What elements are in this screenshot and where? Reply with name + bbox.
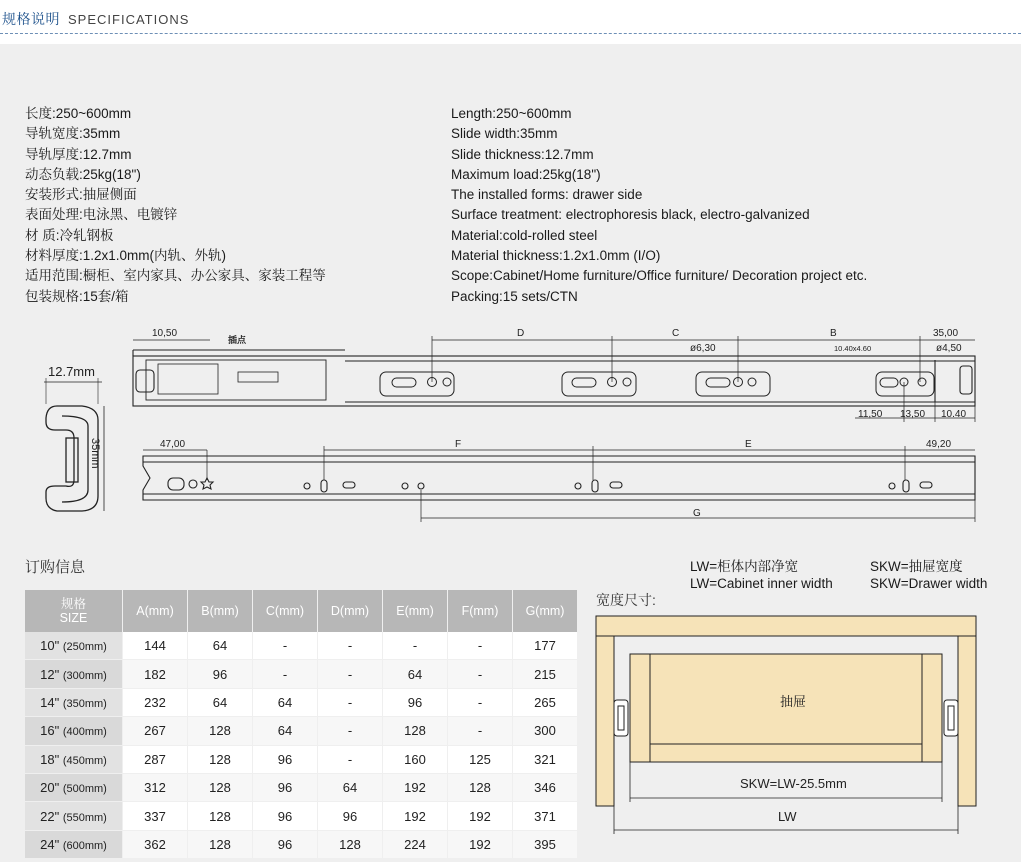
spec-line: Slide thickness:12.7mm bbox=[451, 146, 594, 162]
value-cell: 125 bbox=[448, 745, 513, 773]
size-header-cn: 规格 bbox=[60, 597, 86, 611]
thickness-label: 12.7mm bbox=[48, 364, 95, 379]
size-inch: 22" bbox=[40, 808, 60, 824]
value-cell: 128 bbox=[188, 773, 253, 801]
value-cell: 96 bbox=[318, 802, 383, 830]
spec-line: 包装规格:15套/箱 bbox=[25, 288, 129, 304]
spec-line: Material thickness:1.2x1.0mm (I/O) bbox=[451, 248, 661, 264]
table-row bbox=[25, 802, 578, 830]
value-cell: - bbox=[448, 717, 513, 745]
value-cell: 128 bbox=[188, 745, 253, 773]
order-table bbox=[25, 590, 578, 859]
value-cell: 346 bbox=[513, 773, 578, 801]
value-cell: - bbox=[318, 745, 383, 773]
spec-line: 材 质:冷轧钢板 bbox=[25, 227, 114, 243]
dim-13-50: 13,50 bbox=[900, 409, 926, 420]
size-mm: (450mm) bbox=[62, 754, 107, 767]
specs-en-list bbox=[451, 104, 867, 307]
dim-f: F bbox=[455, 439, 462, 450]
size-inch: 20" bbox=[40, 780, 60, 796]
spec-line: 长度:250~600mm bbox=[25, 106, 132, 121]
value-cell: 395 bbox=[513, 830, 578, 858]
table-row bbox=[25, 773, 578, 801]
slot-holes-top bbox=[380, 372, 934, 396]
value-cell: 144 bbox=[123, 632, 188, 660]
dim-11-50: 11,50 bbox=[858, 409, 883, 420]
spec-line: 导轨宽度:35mm bbox=[25, 126, 121, 142]
drawer-label: 抽屉 bbox=[780, 694, 807, 709]
size-cell bbox=[25, 632, 123, 660]
value-cell: 128 bbox=[383, 717, 448, 745]
order-info-title: 订购信息 bbox=[25, 559, 86, 576]
col-header-size bbox=[25, 590, 123, 632]
page-header bbox=[0, 0, 1021, 44]
value-cell: 312 bbox=[123, 773, 188, 801]
spec-line: 导轨厚度:12.7mm bbox=[25, 146, 132, 162]
value-cell: 128 bbox=[188, 830, 253, 858]
header-divider bbox=[0, 33, 1021, 34]
value-cell: 192 bbox=[383, 773, 448, 801]
col-header-g: G(mm) bbox=[513, 590, 578, 632]
spec-line: Material:cold-rolled steel bbox=[451, 227, 598, 243]
title-cn: 规格说明 bbox=[2, 11, 60, 27]
dim-hole-6-30: ø6,30 bbox=[690, 343, 716, 354]
value-cell: - bbox=[318, 688, 383, 716]
value-cell: 96 bbox=[188, 660, 253, 688]
table-header-row bbox=[25, 590, 578, 632]
value-cell: - bbox=[448, 688, 513, 716]
value-cell: 96 bbox=[253, 745, 318, 773]
width-dimension-title: 宽度尺寸: bbox=[596, 592, 656, 608]
spec-line: The installed forms: drawer side bbox=[451, 187, 643, 203]
dim-b: B bbox=[830, 328, 837, 339]
value-cell: 265 bbox=[513, 688, 578, 716]
table-row bbox=[25, 632, 578, 660]
size-mm: (550mm) bbox=[62, 811, 107, 824]
size-cell bbox=[25, 802, 123, 830]
size-cell bbox=[25, 717, 123, 745]
size-inch: 18" bbox=[40, 751, 60, 767]
col-header-c: C(mm) bbox=[253, 590, 318, 632]
spec-line: 动态负载:25kg(18") bbox=[25, 166, 141, 182]
size-cell bbox=[25, 660, 123, 688]
spec-line: Maximum load:25kg(18") bbox=[451, 166, 601, 182]
value-cell: 337 bbox=[123, 802, 188, 830]
legend-lw-en: LW=Cabinet inner width bbox=[690, 576, 833, 591]
value-cell: 300 bbox=[513, 717, 578, 745]
dim-hole-4-50: ø4,50 bbox=[936, 343, 962, 354]
dim-slot-size: 10.40x4.60 bbox=[834, 344, 872, 353]
table-row bbox=[25, 688, 578, 716]
size-mm: (400mm) bbox=[62, 726, 107, 739]
value-cell: 96 bbox=[253, 830, 318, 858]
section-title bbox=[2, 9, 189, 29]
dim-35-00: 35,00 bbox=[933, 328, 959, 339]
size-header-en: SIZE bbox=[59, 611, 88, 625]
spec-line: 表面处理:电泳黑、电镀锌 bbox=[25, 207, 178, 223]
spec-line: 安装形式:抽屉侧面 bbox=[25, 187, 137, 203]
value-cell: 96 bbox=[253, 773, 318, 801]
slide-right-icon bbox=[944, 700, 958, 736]
value-cell: 64 bbox=[318, 773, 383, 801]
dimension-lines-bottom bbox=[143, 446, 975, 522]
value-cell: 287 bbox=[123, 745, 188, 773]
spec-line: 材料厚度:1.2x1.0mm(内轨、外轨) bbox=[25, 248, 227, 264]
slide-left-icon bbox=[614, 700, 628, 736]
col-header-e: E(mm) bbox=[383, 590, 448, 632]
value-cell: - bbox=[383, 632, 448, 660]
value-cell: 182 bbox=[123, 660, 188, 688]
spec-line: Packing:15 sets/CTN bbox=[451, 288, 578, 304]
specs-cn-list bbox=[25, 104, 326, 307]
value-cell: 64 bbox=[188, 632, 253, 660]
legend-skw-en: SKW=Drawer width bbox=[870, 576, 988, 591]
title-en: SPECIFICATIONS bbox=[68, 12, 190, 27]
value-cell: - bbox=[448, 632, 513, 660]
value-cell: 128 bbox=[188, 717, 253, 745]
table-row bbox=[25, 717, 578, 745]
dim-10-40: 10.40 bbox=[941, 409, 967, 420]
value-cell: 232 bbox=[123, 688, 188, 716]
value-cell: 224 bbox=[383, 830, 448, 858]
value-cell: 64 bbox=[383, 660, 448, 688]
col-header-b: B(mm) bbox=[188, 590, 253, 632]
dim-49-20: 49,20 bbox=[926, 439, 952, 450]
table-row bbox=[25, 830, 578, 858]
dim-e: E bbox=[745, 439, 752, 450]
dim-10-50: 10,50 bbox=[152, 328, 178, 339]
value-cell: 160 bbox=[383, 745, 448, 773]
value-cell: - bbox=[253, 632, 318, 660]
dim-d: D bbox=[517, 328, 525, 339]
size-inch: 10" bbox=[40, 638, 60, 654]
size-mm: (500mm) bbox=[62, 783, 107, 796]
size-cell bbox=[25, 688, 123, 716]
col-header-f: F(mm) bbox=[448, 590, 513, 632]
value-cell: 371 bbox=[513, 802, 578, 830]
value-cell: 96 bbox=[253, 802, 318, 830]
size-mm: (600mm) bbox=[62, 839, 107, 852]
value-cell: 128 bbox=[188, 802, 253, 830]
value-cell: - bbox=[318, 632, 383, 660]
size-cell bbox=[25, 830, 123, 858]
size-cell bbox=[25, 745, 123, 773]
table-row bbox=[25, 745, 578, 773]
value-cell: 128 bbox=[448, 773, 513, 801]
value-cell: 177 bbox=[513, 632, 578, 660]
value-cell: 215 bbox=[513, 660, 578, 688]
spec-line: 适用范围:橱柜、室内家具、办公家具、家装工程等 bbox=[25, 268, 326, 284]
value-cell: 362 bbox=[123, 830, 188, 858]
rail-bottom-view bbox=[143, 456, 975, 500]
cabinet-width-diagram bbox=[594, 612, 984, 837]
lw-label: LW bbox=[778, 809, 797, 824]
spec-line: Surface treatment: electrophoresis black, electro-galvanized bbox=[451, 207, 810, 223]
skw-formula: SKW=LW-25.5mm bbox=[740, 776, 847, 791]
value-cell: - bbox=[318, 717, 383, 745]
value-cell: - bbox=[448, 660, 513, 688]
dim-g: G bbox=[693, 508, 701, 519]
legend-lw-cn: LW=柜体内部净宽 bbox=[690, 559, 799, 574]
size-mm: (250mm) bbox=[62, 641, 107, 654]
spec-line: Length:250~600mm bbox=[451, 106, 572, 121]
table-row bbox=[25, 660, 578, 688]
value-cell: 321 bbox=[513, 745, 578, 773]
value-cell: 128 bbox=[318, 830, 383, 858]
size-cell bbox=[25, 773, 123, 801]
value-cell: 192 bbox=[448, 830, 513, 858]
value-cell: 267 bbox=[123, 717, 188, 745]
dim-c: C bbox=[672, 328, 680, 339]
size-inch: 12" bbox=[40, 666, 60, 682]
value-cell: 192 bbox=[448, 802, 513, 830]
size-inch: 16" bbox=[40, 723, 60, 739]
mount-point-label: 插点 bbox=[228, 335, 247, 345]
slide-technical-drawing bbox=[0, 320, 1021, 530]
value-cell: - bbox=[318, 660, 383, 688]
size-inch: 14" bbox=[40, 694, 60, 710]
size-inch: 24" bbox=[40, 836, 60, 852]
value-cell: 64 bbox=[253, 688, 318, 716]
value-cell: 192 bbox=[383, 802, 448, 830]
value-cell: 64 bbox=[188, 688, 253, 716]
size-mm: (350mm) bbox=[62, 697, 107, 710]
col-header-a: A(mm) bbox=[123, 590, 188, 632]
spec-line: Slide width:35mm bbox=[451, 126, 558, 142]
spec-line: Scope:Cabinet/Home furniture/Office furniture/ Decoration project etc. bbox=[451, 268, 868, 284]
value-cell: - bbox=[253, 660, 318, 688]
value-cell: 96 bbox=[383, 688, 448, 716]
value-cell: 64 bbox=[253, 717, 318, 745]
width-label: 35mm bbox=[89, 438, 101, 469]
rail-side-view bbox=[133, 350, 975, 406]
col-header-d: D(mm) bbox=[318, 590, 383, 632]
size-mm: (300mm) bbox=[62, 669, 107, 682]
dim-47-00: 47,00 bbox=[160, 439, 186, 450]
legend-skw-cn: SKW=抽屉宽度 bbox=[870, 559, 963, 574]
